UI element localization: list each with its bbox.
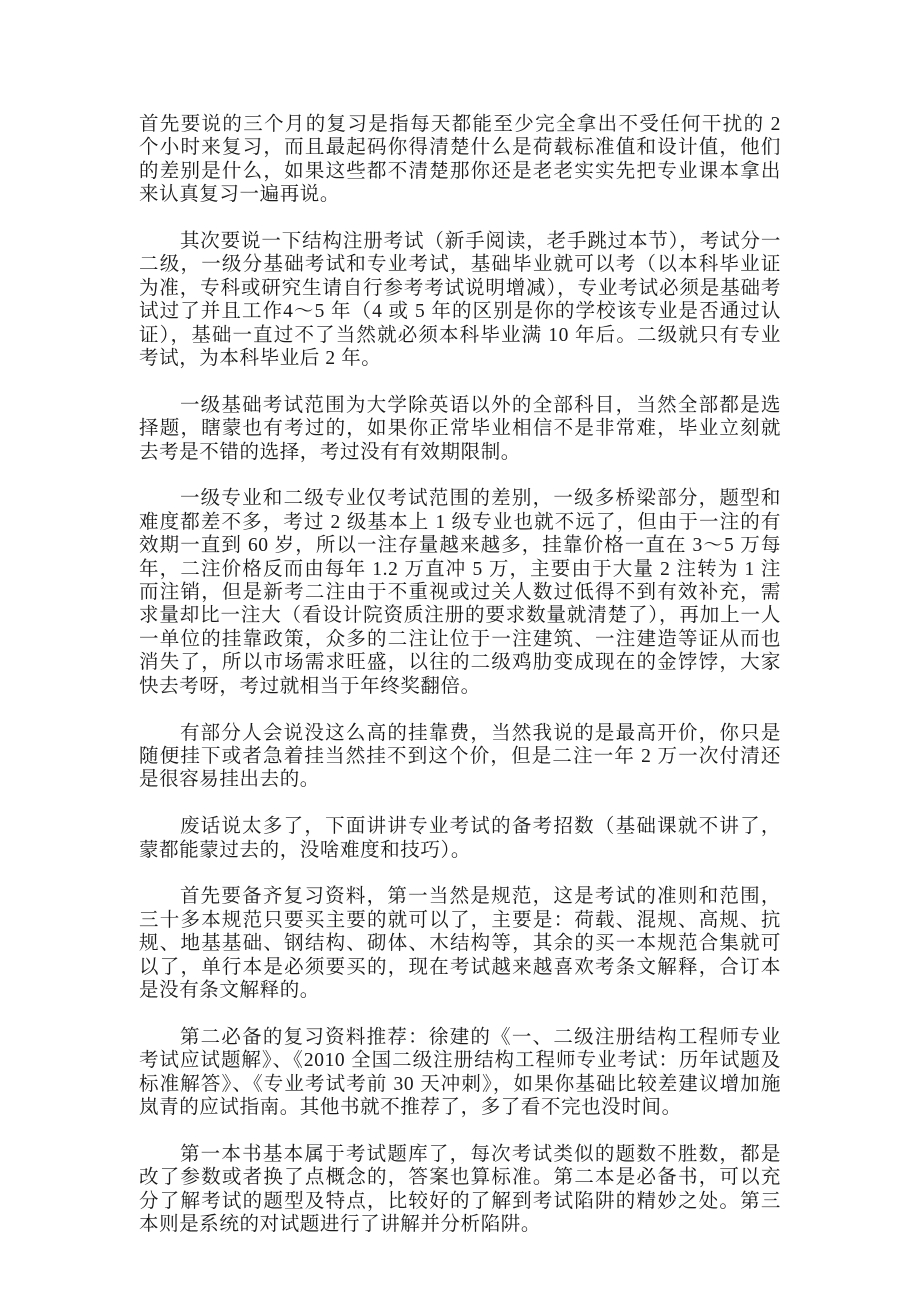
paragraph-registration-fee: 有部分人会说没这么高的挂靠费，当然我说的是最高开价，你只是随便挂下或者急着挂当然挂不到这个价，但是二注一年 2 万一次付清还是很容易挂出去的。 [139, 722, 781, 791]
paragraph-basic-exam-scope: 一级基础考试范围为大学除英语以外的全部科目，当然全部都是选择题，瞎蒙也有考过的，如果你正常毕业相信不是非常难，毕业立刻就去考是不错的选择，考过没有有效期限制。 [139, 394, 781, 463]
paragraph-prep-intro: 废话说太多了，下面讲讲专业考试的备考招数（基础课就不讲了，蒙都能蒙过去的，没啥难度和技巧）。 [139, 816, 781, 861]
paragraph-exam-structure: 其次要说一下结构注册考试（新手阅读，老手跳过本节），考试分一二级，一级分基础考试和专业考试，基础毕业就可以考（以本科毕业证为准，专科或研究生请自行参考考试说明增减），专业考试必须是基础考试过了并且工作4～5 年（4 或 5 年的区别是你的学校该专业是否通过认证），基础一直过不了当然就必须本科毕业满 10 年后。二级就只有专业考试，为本科毕业后 2 年。 [139, 231, 781, 370]
paragraph-codes-materials: 首先要备齐复习资料，第一当然是规范，这是考试的准则和范围，三十多本规范只要买主要的就可以了，主要是：荷载、混规、高规、抗规、地基基础、钢结构、砌体、木结构等，其余的买一本规范合集就可以了，单行本是必须要买的，现在考试越来越喜欢考条文解释，合订本是没有条文解释的。 [139, 886, 781, 1001]
paragraph-recommended-books: 第二必备的复习资料推荐：徐建的《一、二级注册结构工程师专业考试应试题解》、《2010 全国二级注册结构工程师专业考试：历年试题及标准解答》、《专业考试考前 30 天冲刺》，如果你基础比较差建议增加施岚青的应试指南。其他书就不推荐了，多了看不完也没时间。 [139, 1026, 781, 1118]
document-page [139, 113, 781, 1260]
paragraph-intro-review-hours: 首先要说的三个月的复习是指每天都能至少完全拿出不受任何干扰的 2 个小时来复习，而且最起码你得清楚什么是荷载标准值和设计值，他们的差别是什么，如果这些都不清楚那你还是老老实实先把专业课本拿出来认真复习一遍再说。 [139, 114, 781, 206]
paragraph-book-review: 第一本书基本属于考试题库了，每次考试类似的题数不胜数，都是改了参数或者换了点概念的，答案也算标准。第二本是必备书，可以充分了解考试的题型及特点，比较好的了解到考试陷阱的精妙之处。第三本则是系统的对试题进行了讲解并分析陷阱。 [139, 1143, 781, 1235]
paragraph-level-differences-market: 一级专业和二级专业仅考试范围的差别，一级多桥梁部分，题型和难度都差不多，考过 2 级基本上 1 级专业也就不远了，但由于一注的有效期一直到 60 岁，所以一注存量越来越多，挂靠价格一直在 3～5 万每年，二注价格反而由每年 1.2 万直冲 5 万，主要由于大量 2 注转为 1 注而注销，但是新考二注由于不重视或过关人数过低得不到有效补充，需求量却比一注大（看设计院资质注册的要求数量就清楚了），再加上一人一单位的挂靠政策，众多的二注让位于一注建筑、一注建造等证从而也消失了，所以市场需求旺盛，以往的二级鸡肋变成现在的金饽饽，大家快去考呀，考过就相当于年终奖翻倍。 [139, 488, 781, 697]
